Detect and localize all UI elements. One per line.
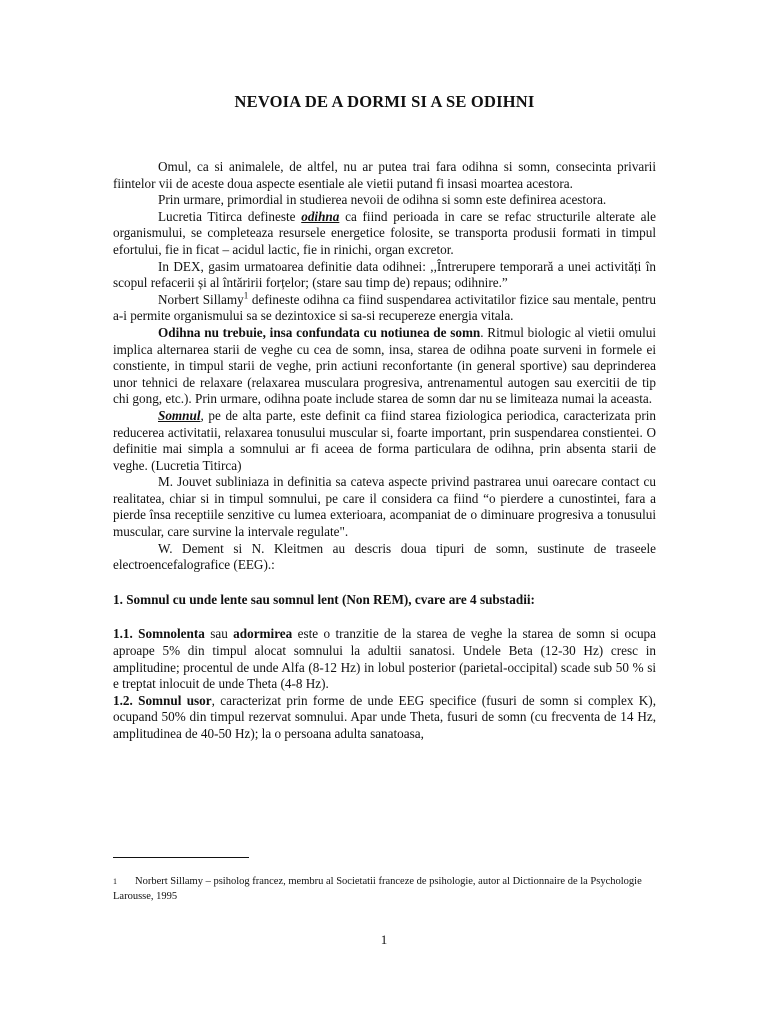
footnote-reference[interactable]: 1 <box>243 290 249 301</box>
paragraph-intro: Omul, ca si animalele, de altfel, nu ar putea trai fara odihna si somn, consecinta privarii fiintelor vii de aceste doua aspecte esentiale ale vietii putand fi insasi moartea acestora. <box>113 159 656 191</box>
text-fragment: , pe de alta parte, este definit ca fiind starea fiziologica periodica, caracterizata prin reducerea activitatii, relaxarea tonusului muscular si, foarte important, prin suspendarea constientei. O definitie mai simpla a somnului ar fi aceea de forma particulara de odihna, prin absenta starii de veghe. (Lucretia Titirca) <box>113 407 656 473</box>
text-fragment: Norbert Sillamy <box>158 291 244 307</box>
paragraph-definition-need: Prin urmare, primordial in studierea nevoii de odihna si somn este definirea acestora. <box>158 192 607 208</box>
paragraph-somnul <box>113 408 656 474</box>
text-fragment: este o tranzitie de la starea de veghe la starea de somn si ocupa aproape 5% din timpul alocat somnului la adultii sanatosi. Undele Beta (12-30 Hz) cresc in amplitudine; procentul de unde Alfa (8-12 Hz) in lobul posterior (parietal-occipital) scade sub 50 % si e treptat inlocuit de unde Theta (4-8 Hz). <box>113 626 656 692</box>
footnote-text: Norbert Sillamy – psiholog francez, membru al Societatii franceze de psihologie, autor al Dictionnaire de la Psychologie Larousse, 1995 <box>113 876 642 902</box>
paragraph-jouvet: M. Jouvet subliniaza in definitia sa cateva aspecte privind pastrarea unui oarecare contact cu realitatea, chiar si in timpul somnului, pe care il considera ca fiind “o pierdere a cunostintei, fara a pierde însa receptiile senzitive cu lumea exterioara, acompaniat de o diminuare progresiva a tonusului muscular, care survine la intervale regulate". <box>113 474 656 540</box>
paragraph-odihna-somn <box>113 325 656 408</box>
subsection-number: 1.2. <box>113 692 133 708</box>
subsection-somnul-usor <box>113 693 656 743</box>
document-title: NEVOIA DE A DORMI SI A SE ODIHNI <box>234 92 535 111</box>
term-odihna: odihna <box>301 208 340 224</box>
text-fragment: defineste odihna ca fiind suspendarea activitatilor fizice sau mentale, pentru a-i permite organismului sa se dezintoxice si sa-si recupereze energia vitala. <box>113 291 656 324</box>
paragraph-dex: In DEX, gasim urmatoarea definitie data odihnei: ,,Întrerupere temporară a unei activități în scopul refacerii și al întăririi forțelor; (stare sau timp de) repaus; odihnire.” <box>113 258 656 291</box>
term-somnul: Somnul <box>158 407 201 423</box>
section-heading-somn-lent: 1. Somnul cu unde lente sau somnul lent (Non REM), cvare are 4 substadii: <box>113 591 535 607</box>
text-fragment: . Ritmul biologic al vietii omului implica alternarea starii de veghe cu cea de somn, insa, starea de odihna poate surveni in formele ei constiente, in timpul starii de veghe, prin actiuni reconfortante (in general sportive) sau deprinderea unor tehnici de relaxare (relaxarea musculara progresiva, antrenamentul autogen sau exercitii de tip chi gong, etc.). Prin urmare, odihna poate include starea de somn dar nu se limiteaza numai la aceasta. <box>113 324 656 407</box>
page-number: 1 <box>380 932 388 947</box>
text-fragment: Lucretia Titirca defineste <box>158 208 302 224</box>
paragraph-dement: W. Dement si N. Kleitmen au descris doua tipuri de somn, sustinute de traseele electroencefalografice (EEG).: <box>113 540 656 573</box>
term-adormirea: adormirea <box>233 626 293 642</box>
text-fragment: , caracterizat prin forme de unde EEG specifice (fusuri de somn si complex K), ocupand 50% din timpul rezervat somnului. Apar unde Theta, fusuri de somn (cu frecventa de 14 Hz, amplitudinea de 40-50 Hz); la o persoana adulta sanatoasa, <box>113 692 656 741</box>
footnote-separator <box>113 857 249 858</box>
paragraph-titirca-odihna <box>113 209 656 259</box>
subsection-somnolenta <box>113 626 656 692</box>
subsection-number: 1.1. <box>113 626 133 642</box>
text-fragment: ca fiind perioada in care se refac structurile alterate ale organismului, se completeaza resursele energetice folosite, se transporta produsii formati in timpul efortului, fie in ficat – acidul lactic, fie in rinichi, organ excretor. <box>113 208 656 257</box>
footnote <box>113 875 657 904</box>
paragraph-sillamy <box>113 292 656 325</box>
term-somnul-usor: Somnul usor <box>138 692 212 708</box>
term-somnolenta: Somnolenta <box>138 626 205 642</box>
text-fragment: sau <box>204 626 234 642</box>
bold-statement: Odihna nu trebuie, insa confundata cu notiunea de somn <box>158 324 481 340</box>
footnote-mark: 1 <box>113 877 117 886</box>
